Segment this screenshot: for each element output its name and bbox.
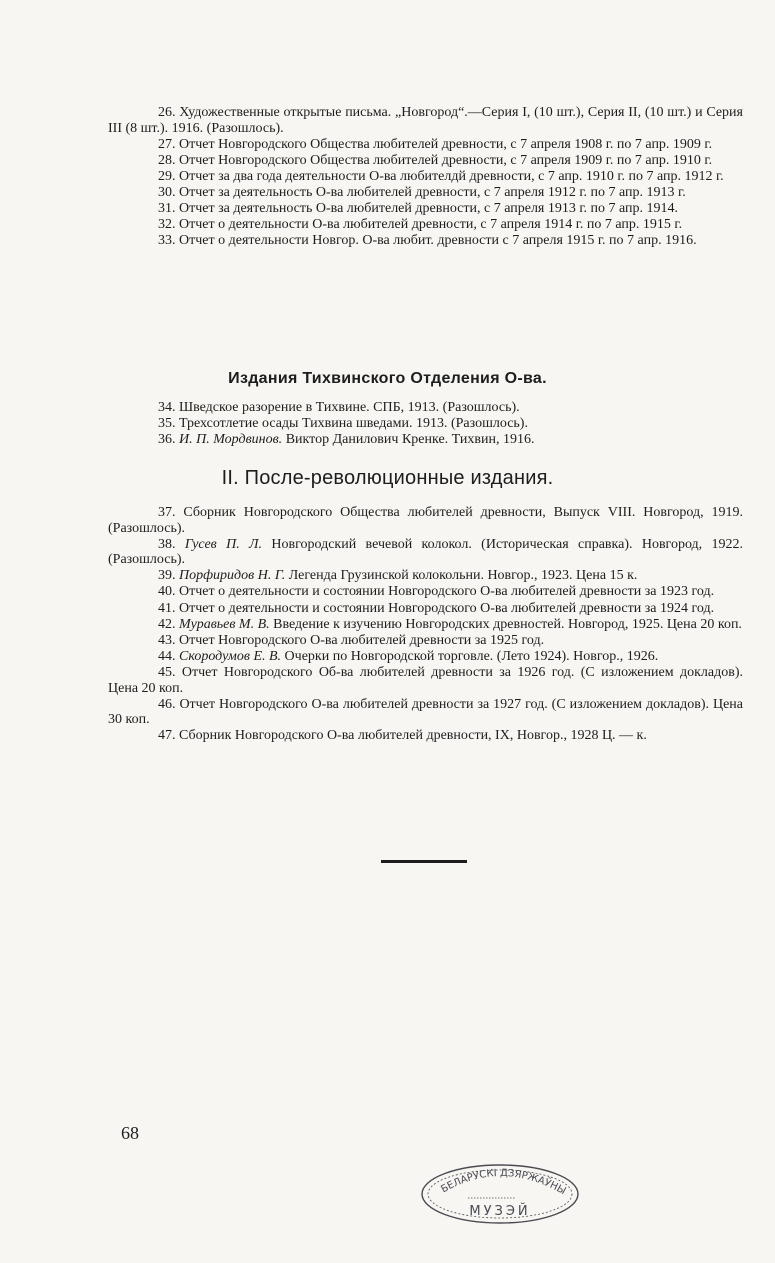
author-name: Скородумов Е. В. xyxy=(179,648,282,664)
bibliography-entry xyxy=(108,153,743,169)
bibliography-entry xyxy=(108,201,743,217)
bibliography-entry xyxy=(108,432,743,448)
bibliography-entry xyxy=(108,649,743,665)
entry-text: 27. Отчет Новгородского Общества любителей древности, с 7 апреля 1908 г. по 7 апр. 1909 г. xyxy=(158,136,713,152)
bibliography-entry xyxy=(108,185,743,201)
bibliography-entry xyxy=(108,416,743,432)
entry-text: 31. Отчет за деятельность О-ва любителей древности, с 7 апреля 1913 г. по 7 апр. 1914. xyxy=(158,201,679,217)
section-heading-tikhvin: Издания Тихвинского Отделения О-ва. xyxy=(228,370,547,387)
entry-text: 32. Отчет о деятельности О-ва любителей древности, с 7 апреля 1914 г. по 7 апр. 1915 г. xyxy=(158,217,683,233)
entry-text: 40. Отчет о деятельности и состоянии Новгородского О-ва любителей древности за 1923 год. xyxy=(158,584,715,600)
author-name: Муравьев М. В. xyxy=(179,616,270,632)
author-name: Гусев П. Л. xyxy=(184,536,263,552)
bibliography-entry xyxy=(108,537,743,568)
publications-list-pre-revolution xyxy=(108,105,743,249)
entry-text: Очерки по Новгородской торговле. (Лето 1924). Новгор., 1926. xyxy=(281,648,659,664)
bibliography-entry xyxy=(108,505,743,536)
entry-text: 30. Отчет за деятельность О-ва любителей древности, с 7 апреля 1912 г. по 7 апр. 1913 г. xyxy=(158,184,686,200)
entry-text: 38. xyxy=(158,536,185,552)
entry-text: 45. Отчет Новгородского Об-ва любителей древности за 1926 год. (С изложением докладов). Цена 20 коп. xyxy=(108,664,743,696)
bibliography-entry xyxy=(108,633,743,649)
publications-list-post-revolution xyxy=(108,505,743,744)
page-number: 68 xyxy=(121,1123,139,1143)
entry-text: 43. Отчет Новгородского О-ва любителей древности за 1925 год. xyxy=(158,632,545,648)
bibliography-entry xyxy=(108,584,743,600)
bibliography-entry xyxy=(108,728,743,744)
svg-text:БЕЛАРУСКІ ДЗЯРЖАЎНЫ xyxy=(439,1168,567,1197)
entry-text: 41. Отчет о деятельности и состоянии Новгородского О-ва любителей древности за 1924 год. xyxy=(158,600,715,616)
entry-text: 26. Художественные открытые письма. „Новгород“.—Серия I, (10 шт.), Серия II, (10 шт.) и Серия III (8 шт.). 1916. (Разошлось). xyxy=(108,105,743,136)
entry-text: 34. Шведское разорение в Тихвине. СПБ, 1913. (Разошлось). xyxy=(158,400,520,415)
bibliography-entry xyxy=(108,137,743,153)
section-heading-post-revolution: II. После-революционные издания. xyxy=(221,467,554,489)
entry-text: 36. xyxy=(158,432,179,448)
end-rule-divider xyxy=(381,860,467,863)
stamp-text-top: БЕЛАРУСКІ ДЗЯРЖАЎНЫ xyxy=(439,1167,568,1198)
bibliography-entry xyxy=(108,105,743,136)
museum-stamp xyxy=(420,1162,580,1226)
bibliography-entry xyxy=(108,601,743,617)
entry-text: 29. Отчет за два года деятельности О-ва любителдй древности, с 7 апр. 1910 г. по 7 апр. 1912 г. xyxy=(158,168,724,184)
entry-text: 37. Сборник Новгородского Общества любителей древности, Выпуск VIII. Новгород, 1919. (Разошлось). xyxy=(108,505,743,536)
entry-text: Введение к изучению Новгородских древностей. Новгород, 1925. Цена 20 коп. xyxy=(269,616,742,632)
bibliography-entry xyxy=(108,697,743,728)
entry-text: 39. xyxy=(158,568,179,584)
entry-text: Новгородский вечевой колокол. (Историческая справка). Новгород, 1922. (Разошлось). xyxy=(108,536,744,568)
entry-text: 33. Отчет о деятельности Новгор. О-ва любит. древности с 7 апреля 1915 г. по 7 апр. 1916. xyxy=(158,233,697,249)
bibliography-entry xyxy=(108,169,743,185)
bibliography-entry xyxy=(108,568,743,584)
entry-text: Легенда Грузинской колокольни. Новгор., 1923. Цена 15 к. xyxy=(285,568,638,584)
bibliography-entry xyxy=(108,400,743,416)
entry-text: 35. Трехсотлетие осады Тихвина шведами. 1913. (Разошлось). xyxy=(158,416,528,432)
publications-list-tikhvin xyxy=(108,400,743,448)
entry-text: 42. xyxy=(158,616,179,632)
author-name: Порфиридов Н. Г. xyxy=(179,568,286,584)
stamp-text-bottom: МУЗЭЙ xyxy=(469,1204,531,1219)
bibliography-entry xyxy=(108,665,743,696)
bibliography-entry xyxy=(108,617,743,633)
entry-text: 46. Отчет Новгородского О-ва любителей древности за 1927 год. (С изложением докладов). Цена 30 коп. xyxy=(108,696,743,728)
entry-text: Виктор Данилович Кренке. Тихвин, 1916. xyxy=(282,432,535,448)
entry-text: 44. xyxy=(158,648,179,664)
entry-text: 28. Отчет Новгородского Общества любителей древности, с 7 апреля 1909 г. по 7 апр. 1910 г. xyxy=(158,152,713,168)
entry-text: 47. Сборник Новгородского О-ва любителей древности, IX, Новгор., 1928 Ц. — к. xyxy=(158,728,647,744)
bibliography-entry xyxy=(108,217,743,233)
author-name: И. П. Мордвинов. xyxy=(179,432,283,448)
bibliography-entry xyxy=(108,233,743,249)
